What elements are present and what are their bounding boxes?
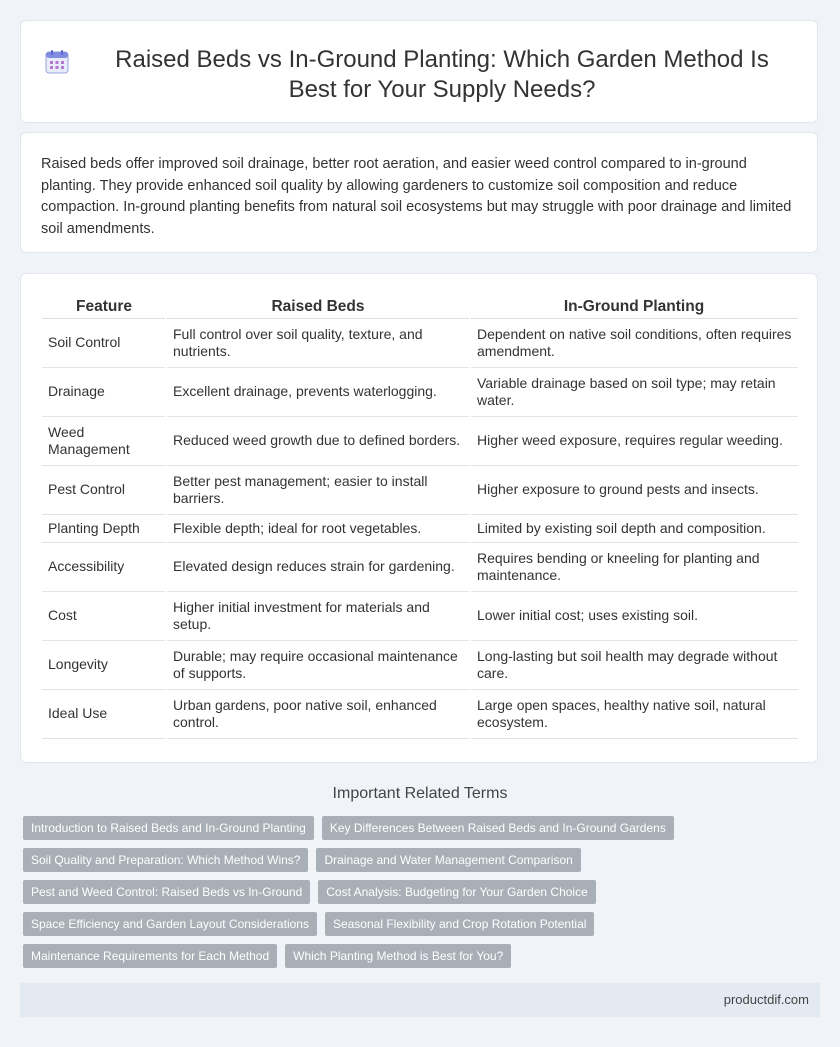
table-row [42,319,798,368]
table-row [42,592,798,641]
site-link[interactable]: productdif.com [723,992,809,1007]
raised-beds-cell: Excellent drainage, prevents waterlogging. [166,368,470,417]
intro-card [20,132,818,253]
in-ground-cell: Higher weed exposure, requires regular weeding. [470,417,798,466]
related-term-tag[interactable]: Drainage and Water Management Comparison [316,848,580,872]
header-in-ground: In-Ground Planting [470,298,798,319]
in-ground-cell: Variable drainage based on soil type; may retain water. [470,368,798,417]
related-term-tag[interactable]: Key Differences Between Raised Beds and In-Ground Gardens [322,816,674,840]
table-row [42,690,798,739]
raised-beds-cell: Elevated design reduces strain for gardening. [166,543,470,592]
feature-cell: Pest Control [42,466,166,515]
related-term-tag[interactable]: Soil Quality and Preparation: Which Method Wins? [23,848,308,872]
table-row [42,641,798,690]
table-row [42,417,798,466]
feature-cell: Drainage [42,368,166,417]
raised-beds-cell: Full control over soil quality, texture, and nutrients. [166,319,470,368]
raised-beds-cell: Durable; may require occasional maintenance of supports. [166,641,470,690]
feature-cell: Soil Control [42,319,166,368]
raised-beds-cell: Flexible depth; ideal for root vegetables. [166,515,470,543]
table-row [42,515,798,543]
in-ground-cell: Lower initial cost; uses existing soil. [470,592,798,641]
related-term-tag[interactable]: Pest and Weed Control: Raised Beds vs In-Ground [23,880,310,904]
raised-beds-cell: Better pest management; easier to install barriers. [166,466,470,515]
in-ground-cell: Requires bending or kneeling for planting and maintenance. [470,543,798,592]
calendar-icon [44,49,70,75]
intro-text: Raised beds offer improved soil drainage, better root aeration, and easier weed control compared to in-ground planting. They provide enhanced soil quality by allowing gardeners to customize soil composition and reduce compaction. In-ground planting benefits from natural soil ecosystems but may struggle with poor drainage and limited soil amendments. [41,156,792,237]
page-title: Raised Beds vs In-Ground Planting: Which Garden Method Is Best for Your Supply Needs? [115,46,769,103]
feature-cell: Cost [42,592,166,641]
in-ground-cell: Dependent on native soil conditions, often requires amendment. [470,319,798,368]
related-term-tag[interactable]: Space Efficiency and Garden Layout Considerations [23,912,317,936]
comparison-table [42,298,798,739]
related-term-tag[interactable]: Maintenance Requirements for Each Method [23,944,277,968]
related-terms-title: Important Related Terms [332,785,508,802]
in-ground-cell: Long-lasting but soil health may degrade without care. [470,641,798,690]
header-raised-beds: Raised Beds [166,298,470,319]
feature-cell: Planting Depth [42,515,166,543]
related-term-tag[interactable]: Introduction to Raised Beds and In-Ground Planting [23,816,314,840]
title-card [20,20,818,123]
feature-cell: Weed Management [42,417,166,466]
in-ground-cell: Limited by existing soil depth and composition. [470,515,798,543]
footer [20,983,820,1017]
raised-beds-cell: Reduced weed growth due to defined borders. [166,417,470,466]
related-term-tag[interactable]: Seasonal Flexibility and Crop Rotation Potential [325,912,594,936]
related-term-tag[interactable]: Which Planting Method is Best for You? [285,944,511,968]
in-ground-cell: Large open spaces, healthy native soil, natural ecosystem. [470,690,798,739]
header-feature: Feature [42,298,166,319]
feature-cell: Longevity [42,641,166,690]
related-term-tag[interactable]: Cost Analysis: Budgeting for Your Garden Choice [318,880,596,904]
table-row [42,543,798,592]
feature-cell: Ideal Use [42,690,166,739]
raised-beds-cell: Higher initial investment for materials and setup. [166,592,470,641]
feature-cell: Accessibility [42,543,166,592]
related-terms-list [23,816,813,976]
raised-beds-cell: Urban gardens, poor native soil, enhanced control. [166,690,470,739]
in-ground-cell: Higher exposure to ground pests and insects. [470,466,798,515]
table-header-row [42,298,798,319]
comparison-card [20,273,818,763]
table-row [42,368,798,417]
table-row [42,466,798,515]
